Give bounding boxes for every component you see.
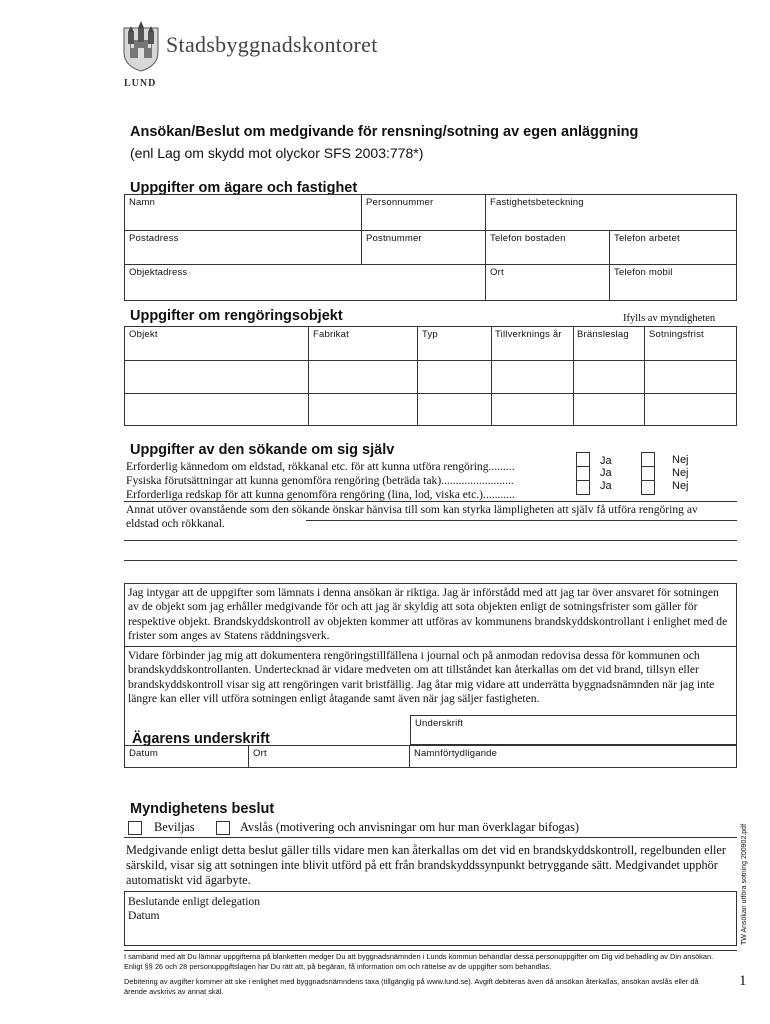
- object-row-3-cell[interactable]: [645, 394, 736, 425]
- col-year[interactable]: [492, 327, 574, 361]
- owner-section-heading: Uppgifter om ägare och fastighet: [130, 180, 358, 196]
- city-label: LUND: [124, 78, 157, 89]
- fees-notice: Debitering av avgifter kommer att ske i enlighet med byggnadsnämndens taxa (tillgänglig på www.lund.se). Avgift debiteras även då ansökan återkallas, ansökan avslås eller då ärende avskrivs av annat skäl.: [124, 977, 699, 996]
- city-signature-label: Ort: [253, 748, 267, 759]
- col-make[interactable]: [309, 327, 418, 361]
- yes-label-2: Ja: [600, 467, 612, 479]
- no-label-2: Nej: [672, 467, 689, 479]
- decision-heading: Myndighetens beslut: [130, 801, 275, 817]
- object-row-2-cell[interactable]: [574, 361, 645, 394]
- declaration-divider: [125, 646, 736, 647]
- question-2: Fysiska förutsättningar att kunna genomföra rengöring (beträda tak).........................: [126, 474, 514, 487]
- org-name: Stadsbyggnadskontoret: [166, 32, 378, 57]
- yes-checkbox-group[interactable]: [576, 452, 590, 495]
- object-section-heading: Uppgifter om rengöringsobjekt: [130, 308, 343, 324]
- signature-field[interactable]: [410, 715, 736, 745]
- signature-label: Underskrift: [415, 718, 464, 729]
- authority-note: Ifylls av myndigheten: [623, 313, 716, 324]
- object-row-3-cell[interactable]: [418, 394, 492, 425]
- postal-address-label: Postadress: [129, 233, 179, 244]
- write-line-3[interactable]: [124, 560, 737, 561]
- yes-label-3: Ja: [600, 480, 612, 492]
- col-object-label: Objekt: [129, 329, 158, 340]
- phone-home-field[interactable]: [486, 231, 610, 265]
- object-row-3-cell[interactable]: [492, 394, 574, 425]
- yes-label-1: Ja: [600, 455, 612, 467]
- object-row-2-cell[interactable]: [645, 361, 736, 394]
- col-make-label: Fabrikat: [313, 329, 349, 340]
- postal-code-label: Postnummer: [366, 233, 422, 244]
- personal-number-field[interactable]: [362, 195, 486, 231]
- denied-label: Avslås (motivering och anvisningar om hur man överklagar bifogas): [240, 820, 580, 834]
- declaration-paragraph-1: Jag intygar att de uppgifter som lämnats i denna ansökan är riktiga. Jag är införstådd med att jag tar över ansvaret för sotningen av de objekt som jag erhåller medgivande för och att jag är skyldig att sota objekten enligt de sotningsfrister som gäller för respektive objekt. Brandskyddskontroll av objekten kommer att utföras av kommunens brandskyddskontrollant i enlighet med de frister som anges av Statens räddningsverk.: [128, 586, 728, 643]
- denied-checkbox[interactable]: [216, 821, 230, 835]
- col-fuel[interactable]: [574, 327, 645, 361]
- object-row-3-cell[interactable]: [574, 394, 645, 425]
- phone-mobile-field[interactable]: [610, 265, 736, 300]
- delegation-box[interactable]: [124, 891, 737, 946]
- decision-text: Medgivande enligt detta beslut gäller tills vidare men kan återkallas om det vid en brandskyddskontroll, regelbunden eller särskild, visar sig att sotningen inte blivit utförd på ett från brandskyddssynpunkt betryggande sätt. Medgivandet upphör automatiskt vid ägarbyte.: [126, 843, 726, 887]
- col-fuel-label: Bränsleslag: [577, 329, 629, 340]
- delegation-label: Beslutande enligt delegation: [128, 895, 261, 908]
- object-row-2-cell[interactable]: [492, 361, 574, 394]
- city-label-field: Ort: [490, 267, 504, 278]
- date-field[interactable]: [125, 745, 249, 767]
- col-type[interactable]: [418, 327, 492, 361]
- object-table: [124, 326, 737, 426]
- col-type-label: Typ: [422, 329, 438, 340]
- footer-divider: [124, 950, 737, 951]
- no-label-1: Nej: [672, 454, 689, 466]
- object-row-3-cell[interactable]: [125, 394, 309, 425]
- declaration-box: [124, 583, 737, 768]
- phone-mobile-label: Telefon mobil: [614, 267, 673, 278]
- signature-heading: Ägarens underskrift: [132, 731, 270, 747]
- approved-checkbox[interactable]: [128, 821, 142, 835]
- name-field[interactable]: [125, 195, 362, 231]
- applicant-divider: [124, 501, 737, 502]
- owner-table: [124, 194, 737, 301]
- property-field[interactable]: [486, 195, 736, 231]
- form-subtitle: (enl Lag om skydd mot olyckor SFS 2003:778*): [130, 145, 424, 161]
- name-clarification-field[interactable]: [410, 745, 736, 767]
- date-label: Datum: [129, 748, 158, 759]
- personal-number-label: Personnummer: [366, 197, 434, 208]
- decision-date-label: Datum: [128, 909, 160, 922]
- write-line-2[interactable]: [124, 540, 737, 541]
- object-address-label: Objektadress: [129, 267, 188, 278]
- name-label: Namn: [129, 197, 156, 208]
- question-1: Erforderlig kännedom om eldstad, rökkanal etc. för att kunna utföra rengöring.........: [126, 460, 515, 473]
- question-3: Erforderliga redskap för att kunna genomföra rengöring (lina, lod, viska etc.)...........: [126, 488, 515, 501]
- phone-home-label: Telefon bostaden: [490, 233, 566, 244]
- object-address-field[interactable]: [125, 265, 486, 300]
- other-qualifications-text: Annat utöver ovanstående som den sökande önskar hänvisa till som kan styrka lämpligheten att själv få utföra rengöring av eldstad och rökkanal.: [126, 503, 698, 531]
- privacy-notice: I samband med att Du lämnar uppgifterna på blanketten medger Du att byggnadsnämnden i Lunds kommun behandlar dessa personuppgifter om Dig vid behadling av Din ansökan. Enligt §§ 26 och 28 personuppgiftslagen har Du rätt att, på begäran, få information om och rättelse av de uppgifter som behandlas.: [124, 952, 714, 971]
- postal-address-field[interactable]: [125, 231, 362, 265]
- city-field[interactable]: [486, 265, 610, 300]
- col-interval[interactable]: [645, 327, 736, 361]
- page-number: 1: [739, 973, 747, 989]
- object-row-3-cell[interactable]: [309, 394, 418, 425]
- form-title: Ansökan/Beslut om medgivande för rensning/sotning av egen anläggning: [130, 124, 639, 140]
- object-row-2-cell[interactable]: [309, 361, 418, 394]
- side-document-code: TW Ansökan utföra sotning 200902.pdf: [741, 823, 748, 945]
- declaration-paragraph-2: Vidare förbinder jag mig att dokumentera rengöringstillfällena i journal och på anmodan redovisa dessa för kommunen och brandskyddskontrollanten. Undertecknad är vidare medveten om att tillståndet kan återkallas om det vid brand, tillsyn eller brandskyddskontroll visar sig att rengöringen varit bristfällig. Jag åtar mig vidare att underrätta byggnadsnämnden när jag inte längre kan eller vill utföra sotningen enligt åtagande samt även när jag säljer fastigheten.: [128, 649, 715, 706]
- applicant-section-heading: Uppgifter av den sökande om sig själv: [130, 442, 395, 458]
- col-object[interactable]: [125, 327, 309, 361]
- city-signature-field[interactable]: [249, 745, 410, 767]
- col-year-label: Tillverknings år: [495, 329, 562, 340]
- name-clarification-label: Namnförtydligande: [414, 748, 498, 759]
- no-checkbox-group[interactable]: [641, 452, 655, 495]
- col-interval-label: Sotningsfrist: [649, 329, 704, 340]
- object-row-2-cell[interactable]: [418, 361, 492, 394]
- property-label: Fastighetsbeteckning: [490, 197, 584, 208]
- decision-divider: [124, 837, 737, 838]
- phone-work-label: Telefon arbetet: [614, 233, 680, 244]
- phone-work-field[interactable]: [610, 231, 736, 265]
- write-line-1[interactable]: [306, 520, 737, 521]
- object-row-2-cell[interactable]: [125, 361, 309, 394]
- city-coat-of-arms: [122, 18, 160, 72]
- approved-label: Beviljas: [154, 820, 195, 834]
- postal-code-field[interactable]: [362, 231, 486, 265]
- no-label-3: Nej: [672, 480, 689, 492]
